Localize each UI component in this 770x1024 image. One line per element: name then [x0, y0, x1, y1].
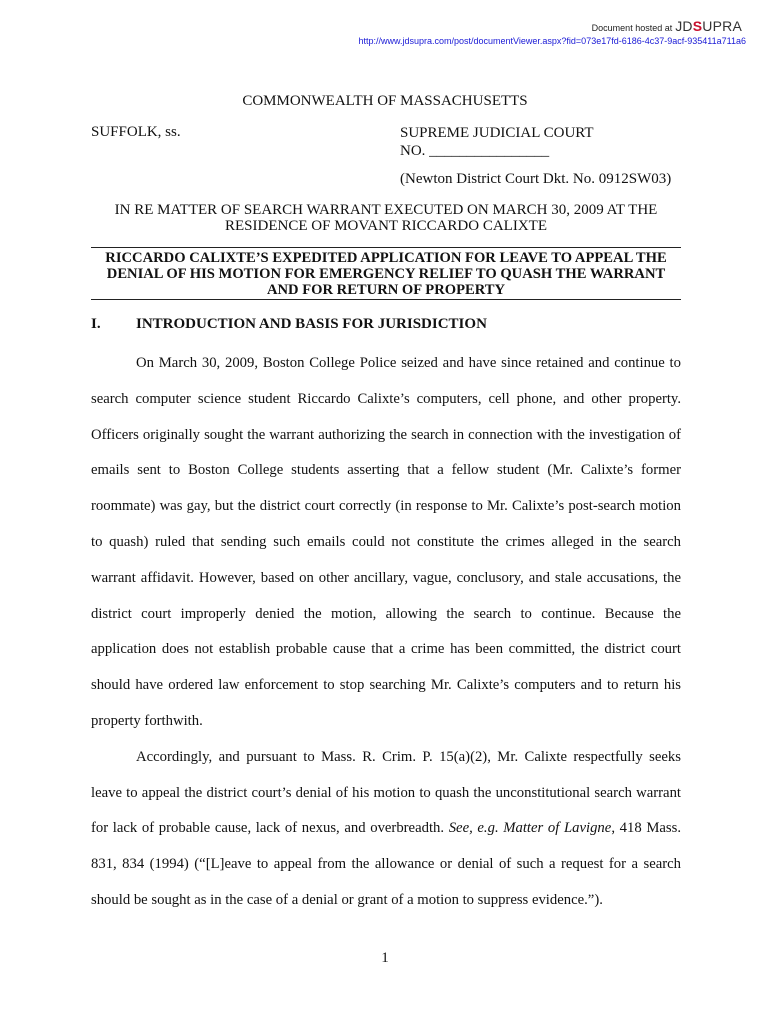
paragraph-2: Accordingly, and pursuant to Mass. R. Crim. P. 15(a)(2), Mr. Calixte respectfully seeks leave to appeal the district court’s denial of his motion to quash the unconstitutional search warrant for lack of probable cause, lack of nexus, and overbreadth. See, e.g. Matter of Lavigne, 418 Mass. 831, 834 (1994) (“[L]eave to appeal from the allowance or denial of such a request for a search should be sought as in the case of a denial or grant of a motion to suppress evidence.”).: [91, 748, 682, 908]
court-block: [400, 124, 594, 160]
section-number: I.: [91, 316, 101, 332]
section-heading: [91, 316, 487, 333]
in-re-caption: IN RE MATTER OF SEARCH WARRANT EXECUTED ON MARCH 30, 2009 AT THE RESIDENCE OF MOVANT RICCARDO CALIXTE: [114, 202, 658, 234]
document-title: RICCARDO CALIXTE’S EXPEDITED APPLICATION FOR LEAVE TO APPEAL THE DENIAL OF HIS MOTION FOR EMERGENCY RELIEF TO QUASH THE WARRANT AND FOR RETURN OF PROPERTY: [91, 247, 681, 300]
page-number: 1: [381, 950, 389, 966]
docket-number: NO. ________________: [400, 143, 550, 159]
paragraph-1: On March 30, 2009, Boston College Police seized and have since retained and continue to search computer science student Riccardo Calixte’s computers, cell phone, and other property. Officers originally sought the warrant authorizing the search in connection with the investigation of emails sent to Boston College students asserting that a fellow student (Mr. Calixte’s former roommate) was gay, but the district court correctly (in response to Mr. Calixte’s post-search motion to quash) ruled that sending such emails could not constitute the crimes alleged in the search warrant affidavit. However, based on other ancillary, vague, conclusory, and stale accusations, the district court improperly denied the motion, allowing the search to continue. Because the application does not establish probable cause that a crime has been committed, the district court should have ordered law enforcement to stop searching Mr. Calixte’s computers and to return his property forthwith.: [91, 355, 681, 729]
case-citation: See, e.g. Matter of Lavigne: [448, 820, 612, 837]
court-name: SUPREME JUDICIAL COURT: [400, 125, 594, 141]
lower-court-docket: (Newton District Court Dkt. No. 0912SW03): [400, 171, 672, 187]
county-label: SUFFOLK, ss.: [91, 124, 181, 140]
jdsupra-logo[interactable]: JDSUPRA: [675, 18, 742, 34]
section-title: INTRODUCTION AND BASIS FOR JURISDICTION: [136, 316, 487, 332]
hosted-prefix: Document hosted at: [591, 23, 673, 33]
commonwealth-heading: COMMONWEALTH OF MASSACHUSETTS: [242, 93, 528, 109]
document-body: [91, 346, 681, 919]
hosted-by-notice: [592, 18, 742, 34]
document-url-link[interactable]: http://www.jdsupra.com/post/documentViewer.aspx?fid=073e17fd-6186-4c37-9acf-935411a711a6: [358, 36, 746, 46]
